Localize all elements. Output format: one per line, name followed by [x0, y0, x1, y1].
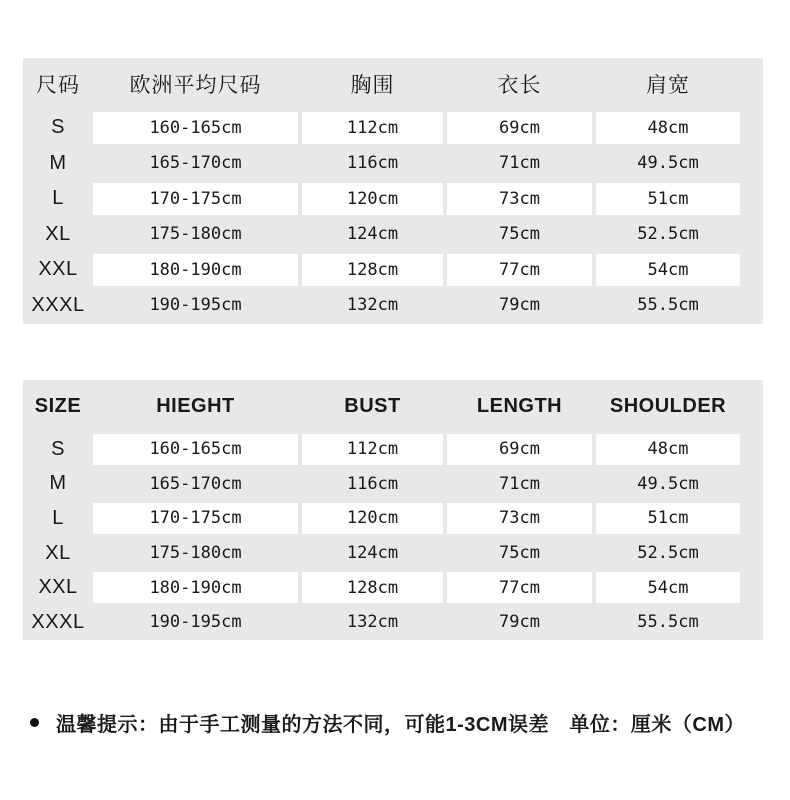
bullet-icon	[30, 718, 39, 727]
header-size: SIZE	[34, 394, 82, 417]
bust-cell: 116cm	[346, 473, 399, 494]
height-cell: 190-195cm	[149, 612, 242, 633]
length-cell: 69cm	[447, 434, 592, 466]
size-cell: XL	[45, 222, 71, 245]
size-cell: XXL	[38, 576, 78, 599]
size-cell: S	[51, 116, 65, 139]
size-cell: XXXL	[31, 293, 85, 316]
header-shoulder: SHOULDER	[609, 394, 727, 417]
height-cell: 190-195cm	[149, 295, 242, 316]
bust-cell: 124cm	[346, 543, 399, 564]
height-cell: 165-170cm	[149, 153, 242, 174]
length-cell: 79cm	[499, 612, 540, 633]
bust-cell: 116cm	[346, 153, 399, 174]
size-cell: XXL	[38, 258, 78, 281]
header-height: 欧洲平均尺码	[129, 74, 262, 97]
bust-cell: 120cm	[302, 503, 443, 535]
bust-cell: 120cm	[302, 183, 443, 216]
shoulder-cell: 52.5cm	[637, 224, 699, 245]
size-cell: XXXL	[31, 610, 85, 633]
shoulder-cell: 51cm	[596, 503, 740, 535]
size-cell: L	[52, 506, 64, 529]
header-height: HIEGHT	[156, 394, 235, 417]
shoulder-cell: 48cm	[596, 434, 740, 466]
table-row	[23, 252, 763, 288]
unit-text: 单位：厘米（CM）	[569, 713, 745, 736]
height-cell: 180-190cm	[93, 572, 298, 604]
table-header-row	[23, 58, 763, 110]
shoulder-cell: 51cm	[596, 183, 740, 216]
size-cell: L	[52, 187, 64, 210]
header-bust: BUST	[344, 394, 401, 417]
shoulder-cell: 54cm	[596, 572, 740, 604]
bust-cell: 124cm	[346, 224, 399, 245]
header-size: 尺码	[36, 74, 80, 97]
shoulder-cell: 49.5cm	[637, 153, 699, 174]
bust-cell: 132cm	[346, 612, 399, 633]
bust-cell: 132cm	[346, 295, 399, 316]
length-cell: 77cm	[447, 572, 592, 604]
table-row	[23, 432, 763, 467]
shoulder-cell: 55.5cm	[637, 295, 699, 316]
header-shoulder: 肩宽	[646, 74, 690, 97]
measurement-tip-text: 温馨提示：由于手工测量的方法不同，可能1-3CM误差	[56, 713, 550, 736]
length-cell: 69cm	[447, 112, 592, 145]
height-cell: 170-175cm	[93, 183, 298, 216]
height-cell: 170-175cm	[93, 503, 298, 535]
table-row	[23, 467, 763, 502]
table-row	[23, 181, 763, 217]
length-cell: 71cm	[499, 153, 540, 174]
table-row	[23, 146, 763, 182]
table-row	[23, 110, 763, 146]
shoulder-cell: 55.5cm	[637, 612, 699, 633]
size-table-en	[23, 380, 763, 640]
table-header-row	[23, 380, 763, 432]
shoulder-cell: 48cm	[596, 112, 740, 145]
length-cell: 75cm	[499, 543, 540, 564]
shoulder-cell: 54cm	[596, 254, 740, 287]
size-cell: XL	[45, 541, 71, 564]
bust-cell: 128cm	[302, 254, 443, 287]
length-cell: 73cm	[447, 503, 592, 535]
length-cell: 75cm	[499, 224, 540, 245]
length-cell: 79cm	[499, 295, 540, 316]
height-cell: 165-170cm	[149, 473, 242, 494]
length-cell: 73cm	[447, 183, 592, 216]
table-row	[23, 288, 763, 324]
length-cell: 71cm	[499, 473, 540, 494]
table-row	[23, 217, 763, 253]
height-cell: 160-165cm	[93, 112, 298, 145]
shoulder-cell: 49.5cm	[637, 473, 699, 494]
header-bust: 胸围	[350, 74, 395, 97]
header-length: 衣长	[497, 74, 542, 97]
table-row	[23, 605, 763, 640]
bust-cell: 112cm	[302, 434, 443, 466]
bust-cell: 128cm	[302, 572, 443, 604]
size-table-cn	[23, 58, 763, 324]
size-cell: M	[49, 472, 67, 495]
height-cell: 160-165cm	[93, 434, 298, 466]
height-cell: 180-190cm	[93, 254, 298, 287]
header-length: LENGTH	[476, 394, 563, 417]
shoulder-cell: 52.5cm	[637, 543, 699, 564]
table-row	[23, 536, 763, 571]
bust-cell: 112cm	[302, 112, 443, 145]
height-cell: 175-180cm	[149, 224, 242, 245]
table-row	[23, 501, 763, 536]
size-cell: M	[49, 151, 67, 174]
size-cell: S	[51, 437, 65, 460]
table-row	[23, 570, 763, 605]
height-cell: 175-180cm	[149, 543, 242, 564]
footer-note	[30, 706, 763, 738]
length-cell: 77cm	[447, 254, 592, 287]
